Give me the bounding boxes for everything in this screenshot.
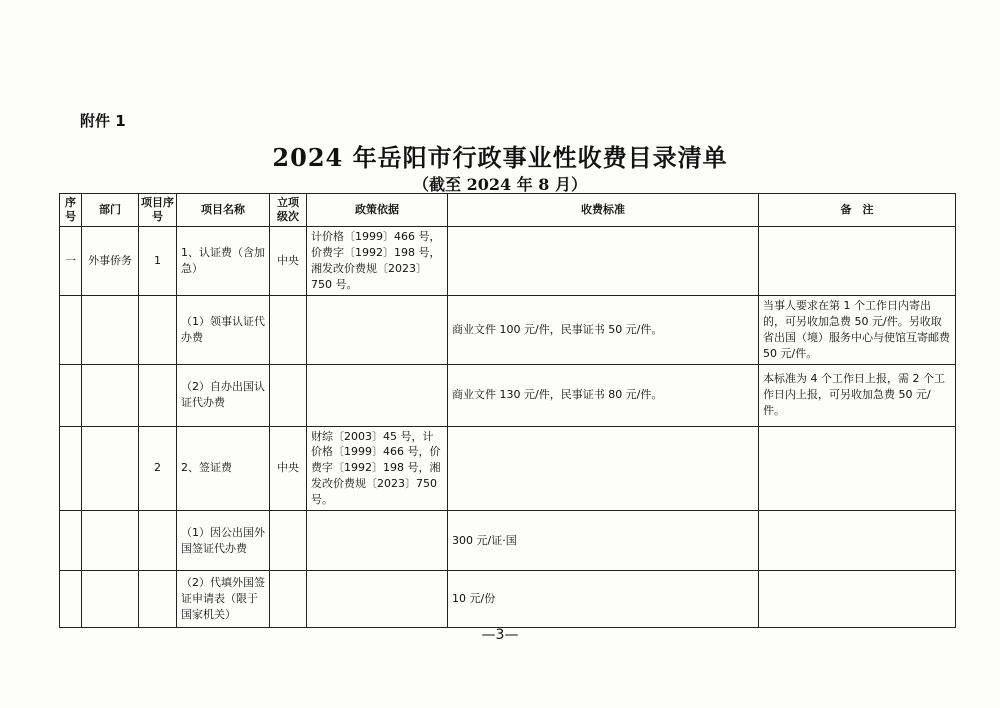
cell-remark: 本标准为 4 个工作日上报，需 2 个工作日内上报，可另收加急费 50 元/件。	[759, 364, 956, 426]
cell-remark: 当事人要求在第 1 个工作日内寄出的，可另收加急费 50 元/件。另收取省出国（境）服务中心与使馆互寄邮费 50 元/件。	[759, 295, 956, 364]
table-row	[60, 364, 956, 426]
header-level: 立项级次	[270, 194, 307, 227]
cell-dept	[82, 511, 139, 571]
cell-dept	[82, 426, 139, 511]
cell-level	[270, 511, 307, 571]
cell-remark	[759, 511, 956, 571]
cell-seq	[60, 426, 82, 511]
cell-item-name: （2）代填外国签证申请表（限于国家机关）	[177, 571, 270, 628]
table-row	[60, 295, 956, 364]
table-header-row	[60, 194, 956, 227]
cell-level	[270, 364, 307, 426]
cell-item-name: 1、认证费（含加急）	[177, 227, 270, 296]
cell-item-no	[139, 571, 177, 628]
attachment-label: 附件 1	[80, 112, 126, 130]
table-row	[60, 511, 956, 571]
cell-dept	[82, 364, 139, 426]
header-seq: 序号	[60, 194, 82, 227]
header-item-name: 项目名称	[177, 194, 270, 227]
cell-policy: 计价格〔1999〕466 号，价费字〔1992〕198 号，湘发改价费规〔2023〕750 号。	[307, 227, 448, 296]
cell-seq	[60, 295, 82, 364]
cell-level	[270, 571, 307, 628]
cell-item-name: （1）领事认证代办费	[177, 295, 270, 364]
cell-item-name: （1）因公出国外国签证代办费	[177, 511, 270, 571]
cell-level: 中央	[270, 426, 307, 511]
cell-remark	[759, 227, 956, 296]
cell-item-no	[139, 511, 177, 571]
cell-seq	[60, 364, 82, 426]
cell-item-name: 2、签证费	[177, 426, 270, 511]
cell-standard	[448, 426, 759, 511]
cell-seq: 一	[60, 227, 82, 296]
cell-level: 中央	[270, 227, 307, 296]
header-remark: 备 注	[759, 194, 956, 227]
cell-policy	[307, 571, 448, 628]
cell-policy	[307, 511, 448, 571]
document-title: 2024 年岳阳市行政事业性收费目录清单	[272, 143, 728, 172]
fee-table	[59, 193, 956, 628]
table-row	[60, 426, 956, 511]
cell-policy: 财综〔2003〕45 号，计价格〔1999〕466 号，价费字〔1992〕198 号，湘发改价费规〔2023〕750 号。	[307, 426, 448, 511]
cell-policy	[307, 295, 448, 364]
cell-seq	[60, 571, 82, 628]
cell-standard: 10 元/份	[448, 571, 759, 628]
header-standard: 收费标准	[448, 194, 759, 227]
header-item-no: 项目序号	[139, 194, 177, 227]
cell-level	[270, 295, 307, 364]
cell-item-no: 1	[139, 227, 177, 296]
cell-standard: 300 元/证·国	[448, 511, 759, 571]
cell-item-no	[139, 364, 177, 426]
cell-remark	[759, 571, 956, 628]
cell-item-no: 2	[139, 426, 177, 511]
cell-dept: 外事侨务	[82, 227, 139, 296]
table-row	[60, 227, 956, 296]
table-row	[60, 571, 956, 628]
cell-standard: 商业文件 100 元/件，民事证书 50 元/件。	[448, 295, 759, 364]
cell-dept	[82, 295, 139, 364]
header-policy: 政策依据	[307, 194, 448, 227]
cell-dept	[82, 571, 139, 628]
cell-item-name: （2）自办出国认证代办费	[177, 364, 270, 426]
document-subtitle: （截至 2024 年 8 月）	[413, 175, 587, 194]
header-dept: 部门	[82, 194, 139, 227]
page-number: —3—	[481, 627, 519, 643]
cell-standard: 商业文件 130 元/件，民事证书 80 元/件。	[448, 364, 759, 426]
cell-standard	[448, 227, 759, 296]
cell-policy	[307, 364, 448, 426]
cell-item-no	[139, 295, 177, 364]
cell-seq	[60, 511, 82, 571]
cell-remark	[759, 426, 956, 511]
